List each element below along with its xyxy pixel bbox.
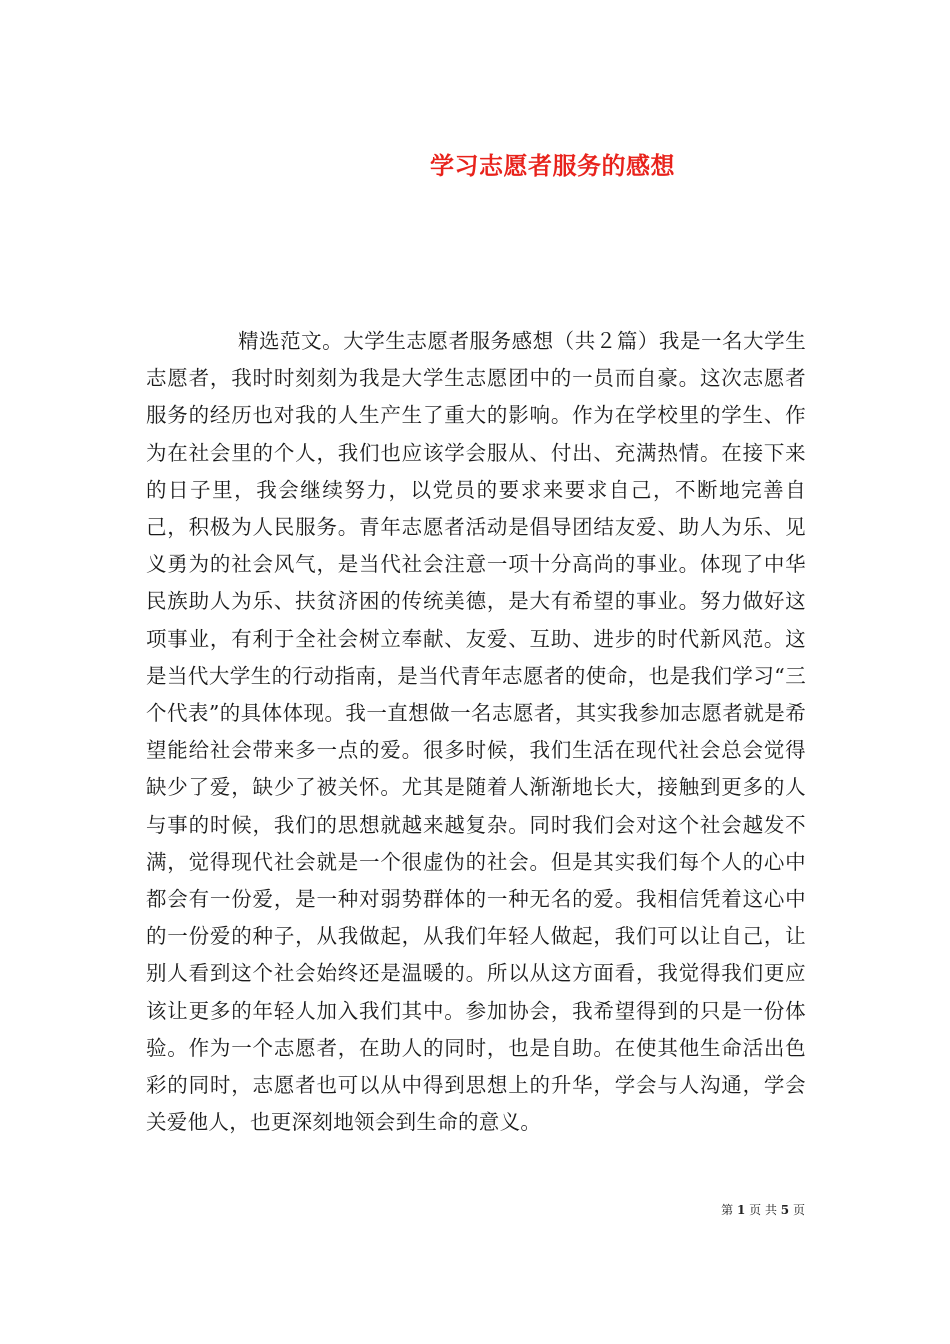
- footer-middle: 页 共: [749, 1203, 777, 1217]
- body-paragraph: 精选范文。大学生志愿者服务感想（共２篇）我是一名大学生志愿者，我时时刻刻为我是大学生志愿团中的一员而自豪。这次志愿者服务的经历也对我的人生产生了重大的影响。作为在学校里的学生、作为在社会里的个人，我们也应该学会服从、付出、充满热情。在接下来的日子里，我会继续努力，以党员的要求来要求自己，不断地完善自己，积极为人民服务。青年志愿者活动是倡导团结友爱、助人为乐、见义勇为的社会风气，是当代社会注意一项十分高尚的事业。体现了中华民族助人为乐、扶贫济困的传统美德，是大有希望的事业。努力做好这项事业，有利于全社会树立奉献、友爱、互助、进步的时代新风范。这是当代大学生的行动指南，是当代青年志愿者的使命，也是我们学习“三个代表”的具体体现。我一直想做一名志愿者，其实我参加志愿者就是希望能给社会带来多一点的爱。很多时候，我们生活在现代社会总会觉得缺少了爱，缺少了被关怀。尤其是随着人渐渐地长大，接触到更多的人与事的时候，我们的思想就越来越复杂。同时我们会对这个社会越发不满，觉得现代社会就是一个很虚伪的社会。但是其实我们每个人的心中都会有一份爱，是一种对弱势群体的一种无名的爱。我相信凭着这心中的一份爱的种子，从我做起，从我们年轻人做起，我们可以让自己，让别人看到这个社会始终还是温暖的。所以从这方面看，我觉得我们更应该让更多的年轻人加入我们其中。参加协会，我希望得到的只是一份体验。作为一个志愿者，在助人的同时，也是自助。在使其他生命活出色彩的同时，志愿者也可以从中得到思想上的升华，学会与人沟通，学会关爱他人，也更深刻地领会到生命的意义。: [146, 329, 806, 1135]
- document-body: [146, 323, 806, 1141]
- footer-suffix: 页: [792, 1203, 805, 1217]
- page-footer: [721, 1200, 805, 1220]
- footer-current-page: 1: [736, 1203, 746, 1217]
- document-title: 学习志愿者服务的感想: [430, 152, 675, 181]
- footer-prefix: 第: [721, 1203, 734, 1217]
- footer-total-pages: 5: [780, 1203, 790, 1217]
